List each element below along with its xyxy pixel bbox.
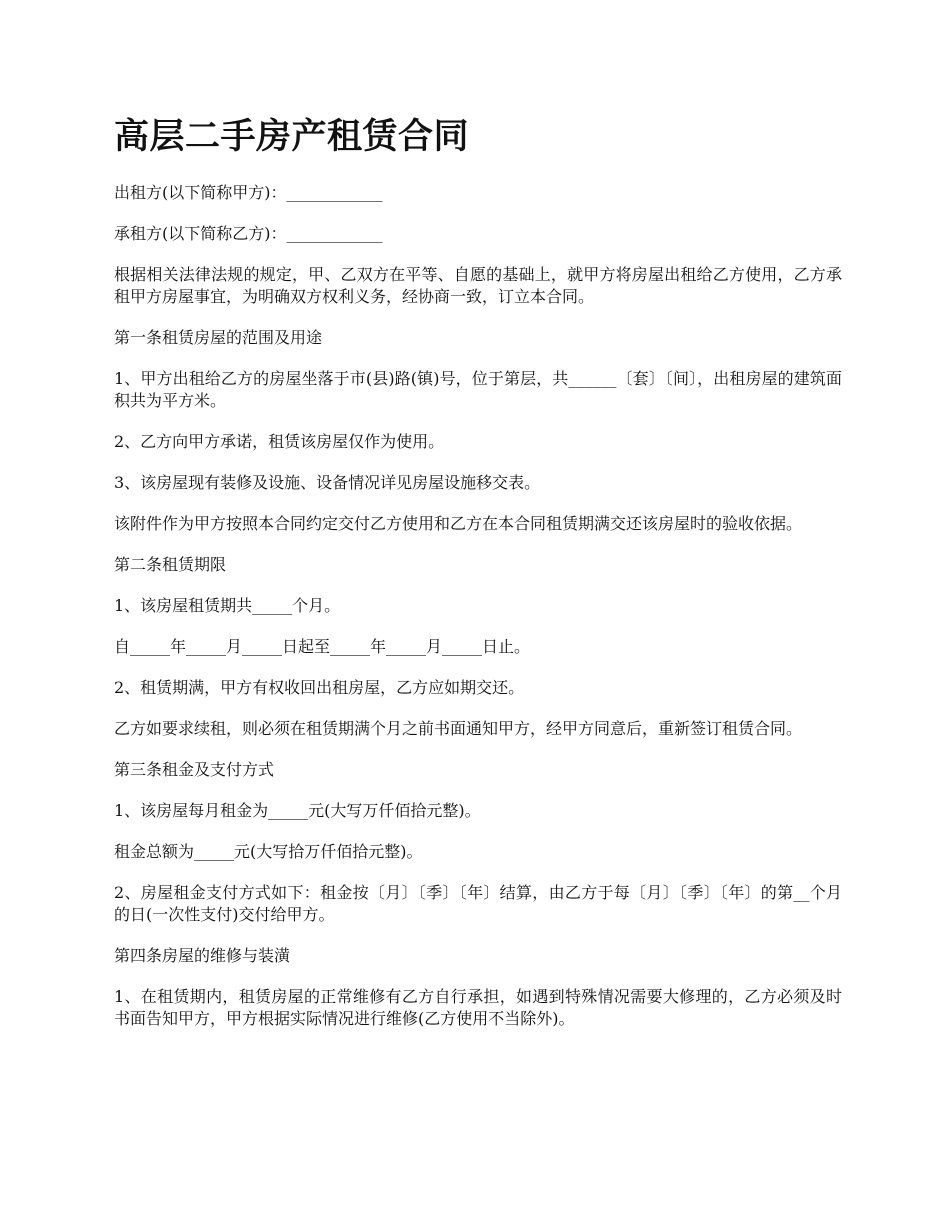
article-1-clause-1: 1、甲方出租给乙方的房屋坐落于市(县)路(镇)号，位于第层，共______〔套〕〔间〕，出租房屋的建筑面积共为平方米。 — [114, 369, 842, 410]
lease-date-range: 自_____年_____月_____日起至_____年_____月_____日止。 — [114, 637, 531, 656]
document-page — [114, 112, 842, 1049]
preamble-paragraph: 根据相关法律法规的规定，甲、乙双方在平等、自愿的基础上，就甲方将房屋出租给乙方使用，乙方承租甲方房屋事宜，为明确双方权利义务，经协商一致，订立本合同。 — [114, 265, 842, 306]
article-1-heading: 第一条租赁房屋的范围及用途 — [114, 328, 323, 347]
article-3-clause-2: 2、房屋租金支付方式如下：租金按〔月〕〔季〕〔年〕结算，由乙方于每〔月〕〔季〕〔年〕的第__个月的日(一次性支付)交付给甲方。 — [114, 883, 842, 924]
article-1-clause-2: 2、乙方向甲方承诺，租赁该房屋仅作为使用。 — [114, 432, 445, 451]
lessee-line: 承租方(以下简称乙方)：____________ — [114, 224, 383, 243]
article-1-clause-3: 3、该房屋现有装修及设施、设备情况详见房屋设施移交表。 — [114, 473, 541, 492]
article-3-clause-1: 1、该房屋每月租金为_____元(大写万仟佰拾元整)。 — [114, 801, 481, 820]
article-4-clause-1: 1、在租赁期内，租赁房屋的正常维修有乙方自行承担，如遇到特殊情况需要大修理的，乙方必须及时书面告知甲方，甲方根据实际情况进行维修(乙方使用不当除外)。 — [114, 987, 842, 1028]
article-2-clause-1: 1、该房屋租赁期共_____个月。 — [114, 596, 341, 615]
document-title: 高层二手房产租赁合同 — [114, 116, 470, 157]
renewal-paragraph: 乙方如要求续租，则必须在租赁期满个月之前书面通知甲方，经甲方同意后，重新签订租赁合同。 — [114, 719, 803, 738]
article-2-clause-2: 2、租赁期满，甲方有权收回出租房屋，乙方应如期交还。 — [114, 678, 525, 697]
total-rent-line: 租金总额为_____元(大写拾万仟佰拾元整)。 — [114, 842, 423, 861]
lessor-line: 出租方(以下简称甲方)：____________ — [114, 183, 383, 202]
article-4-heading: 第四条房屋的维修与装潢 — [114, 946, 291, 965]
article-1-note: 该附件作为甲方按照本合同约定交付乙方使用和乙方在本合同租赁期满交还该房屋时的验收依据。 — [114, 514, 803, 533]
article-3-heading: 第三条租金及支付方式 — [114, 760, 275, 779]
article-2-heading: 第二条租赁期限 — [114, 555, 227, 574]
